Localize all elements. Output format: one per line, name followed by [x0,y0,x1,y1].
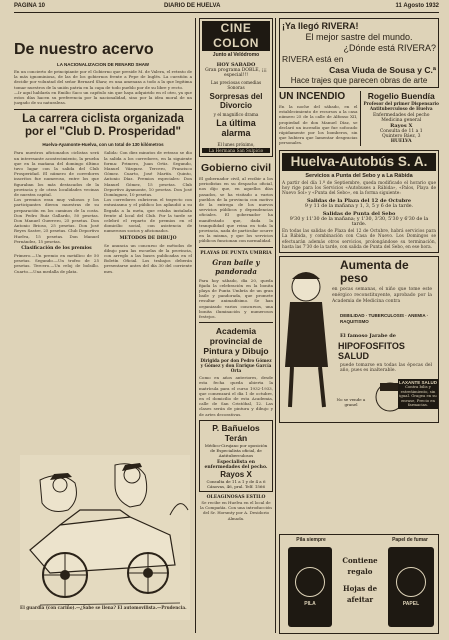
papel-emblem-icon [396,567,426,597]
playas-subtitle: Gran baile y pandorada [212,257,260,276]
incendio-title: UN INCENDIO [279,91,346,102]
pila-booklet [288,547,332,627]
autobus-subtitle: Servicios a Punta del Sebo y a La Rábida [305,172,413,179]
column-divider-2 [275,18,276,633]
cine-join: y el magnifico drama [213,112,259,117]
autobus-times-1: 9 y 11 de la mañana y 1, 3, 5 y 6 de la tarde. [304,204,414,210]
article-title-carrera: La carrera ciclista organizada por el "Club D. Prosperidad" [22,113,184,139]
regalo-text [336,555,384,605]
page-header [14,2,439,13]
doctor-name: P. Bañuelos Terán [212,422,260,443]
pila-emblem-icon [295,567,325,597]
section-rule [199,247,273,248]
article-subtitle-acervo: LA NACIONALIZACION DE RENARD SHAW [56,62,150,67]
cartoon-caption: El guardia (con cariño).—¿Sabe se llena? El automovilista.—Prudencia. [20,605,187,610]
rivera-line-2: El mejor sastre del mundo. [305,32,413,42]
cine-next: El lunes próximo, [217,142,255,147]
buendia-rayos: Rayos X [390,123,413,129]
carrera-body-e: Los corredores cubrieron el trayecto con entusiasmo y el público los aplaudió a su llegada a la meta, que estaba instalada frente al local del Club. Por la tarde se celebró el reparto de premios en el domicilio social, con asistencia de numerosos socios y aficionados. [104,197,192,234]
papel-brand: PAPEL [402,601,420,607]
hipo-name-1: El famoso Jarabe de [340,333,396,340]
article-title-acervo: De nuestro acervo [14,41,154,58]
cine-name: CINE COLON [202,21,270,51]
carrera-body-d: Primero.—Un premio en metálico de 50 pesetas. Segundo.—Un trofeo de 25 pesetas. Tercero.—Un reloj de bolsillo. Cuarto.—Una medalla de plata. [14,253,99,274]
section-rule [14,109,192,110]
carrera-body-b: Los premios eran muy valiosos y los participantes dieron muestras de su preparación en los caminos de la costa. Don Pedro Ruiz Gallardo, 50 pesetas. Don Manuel Guerrero, 25 pesetas. Don Antonio Brioso, 25 pesetas. Don José Reyes Sastre, 25 pesetas. Club Deportivo Huelva, 15 pesetas. Don Manuel Fernández, 15 pesetas. [14,197,99,244]
buendia-title: Profesor del primer Dispensario Antituberculoso de Huelva [363,101,439,111]
cine-day: HOY SABADO [216,62,256,68]
hipo-footnote: puede tomarse en todas las épocas del año, pues es inalterable. [340,363,432,374]
regalo-line-4: afeitar [346,595,374,604]
playas-title: PLAYAS DE PUNTA UMBRIA [200,250,272,256]
buendia-ad [360,91,439,146]
laxante-title: LAXANTE SALUD [399,380,437,386]
column-divider-1 [195,18,196,633]
buendia-address: Quintero Báez, 3 [382,134,421,139]
papel-booklet [388,547,434,627]
pila-papel-ad [279,534,439,634]
incendio-body: En la noche del sábado, en el establecimiento de recursos a la casa número 25 de la calle de Alfonso XII, propiedad de don Manuel Díaz, se declaró un incendio que fue sofocado rápidamente por los bomberos, sin que hubiera que lamentar desgracias personales. [279,104,358,146]
autobus-times-2: 9'30 y 11'30 de la mañana; y 1'30, 3'30, 5'30 y 6'30 de la tarde. [289,217,429,228]
section-rule [199,322,273,323]
autobus-title: Huelva-Autobús S. A. [282,153,436,171]
doctor-specialty-1: Médico-Cirujano por oposición de Especialista oficial, de Antituberculosos [204,442,268,458]
doctor-banuelos-ad [199,420,273,492]
rivera-line-1: ¡Ya llegó RIVERA! [282,21,359,31]
rivera-line-6: Hace trajes que parecen obras de arte [290,76,428,85]
buendia-general: Medicina general [381,118,422,123]
article-body-acervo-1: En un concierto de principiante por el Gobierno que preside M. de Valera, el retrato de la más ignominiosa, de las de los gobiernos frente a Pepe de Inglés. La cuestión a decidir por voluntad del señor Bernard Shaw, es una amenaza a todo a la que legitima tomar nuestros de la unión patria en la capa de todo pueblo por de su libre y recto. [14,69,192,90]
academia-subtitle: Dirigida por don Pedro Gómez y Gómez y don Enrique García Orta [200,358,272,374]
hipo-body: en pocas semanas, el niño que tome este enérgico reconstituyente, aprobado por la Academia de Medicina contra [332,287,432,304]
cartoon-car-drawing [20,455,190,620]
cine-film-1: Sorpresas del Divorcio [209,92,263,110]
doctor-address: Cánovas, 46, pral. Telf. 1566 [206,483,266,489]
academia-body: Como en años anteriores, desde esta fecha queda abierta la matrícula para el curso 1932-1933, que comenzará el día 1 de octubre, en el domicilio de esta Academia, calle de San Cristóbal, 12. Las clases serán de pintura y dibujo y de artes decorativas. [199,375,273,417]
cine-film-2: La última alarma [216,118,256,138]
autobus-salidas-1: Salidas de la Plaza del 12 de Octubre [306,198,412,205]
autobus-body-1: A partir del día 1.º de Septiembre, queda modificado el horario que hoy rige para los Servicios «Autobuses a Rábida», «Palos, Playa de Nuevo Sol» y «Punta del Sebo», en la forma siguiente: [282,180,436,197]
hipofosfitos-ad [279,256,439,423]
doctor-rayos: Rayos X [220,469,252,479]
cine-colon-ad [199,18,273,157]
gobierno-civil-body: El gobernador civil, al recibir a los periodistas en su despacho oficial, nos dijo que, en aquellos días pasados, se ha visitado a varios pueblos de la provincia con motivo de la entrega de los nuevos servicios públicos y dependencias oficiales. El gobernador ha manifestado que, dada la tranquilidad que reina en toda la provincia, nada de particular ocurre en la misma, y que los servicios públicos funcionan con normalidad. [199,176,273,244]
rivera-line-4: RIVERA está en [282,54,344,64]
rivera-line-5: Casa Viuda de Sousa y C.ª [329,65,436,75]
issue-date: 11 Agosto 1932 [395,3,439,9]
article-body-acervo-2: —Ir aquí hablaría en Emilio Saco un capítulo sin que haya adquirido en el otro, ya que estos días hacen su preferencia por la nacionalidad, sino por la idea moral de un juzgado de su naturaleza. [14,89,192,106]
rivera-ad [279,18,439,88]
regalo-line-1: Contiene [342,556,378,565]
rivera-line-3: ¿Dónde está RIVERA? [343,43,436,53]
buendia-name: Rogelio Buendía [367,91,435,101]
cine-next-film: La Hermana San Sulpicio [202,148,270,153]
page-number: PAGINA 10 [14,3,46,9]
clasificacion-title: Clasificación de los premios [21,246,92,252]
newspaper-name: DIARIO DE HUELVA [164,3,221,9]
carrera-two-columns [14,150,192,273]
cine-comedies: Las preciosas comedias Sonoras [210,80,262,90]
gobierno-civil-title: Gobierno civil [200,162,271,174]
pila-brand: PILA [304,601,316,607]
playas-body: Para hoy sábado, día 20, queda fijada la celebración en la bonita playa de Punta Umbría de un gran baile y pandorada, que promete resultar animadísimo. Se han organizado varios concursos, una bonita iluminación y numerosos festejos. [199,277,273,320]
carrera-body-a: Para nuestros aficionados ciclistas será un interesante acontecimiento, la prueba que en la mañana del domingo último tuvo lugar con la salida del Club Prosperidad. El número de corredores inscritos fue numeroso, entre los que figuraban los más destacados de la provincia y de otras localidades vecinas de nuestra capital. [14,150,99,198]
academia-title: Academia provincial de Pintura y Dibujo [203,326,269,357]
regalo-line-3: Hojas de [342,584,378,593]
oleaginosas-body: Se recibe en Huelva en el local de la Compañía. Con una introducción del Sr. Horsmty por A. Desidorio Almada. [200,499,272,521]
cine-program: Gran programa DOBLE, ¡¡¡ especial!!! [205,68,267,78]
metodos-title: METODOS DE DIBUJO [119,235,177,241]
doctor-specialty-2: Especialista en enfermedades del pecho. [204,459,268,470]
doctor-hours: Consulta de 11 a 1 y de 4 a 6 [206,478,266,484]
buendia-city: HUELVA [390,139,412,144]
buendia-hours: Consulta de 11 a 1 [379,129,423,134]
column-middle [199,18,273,636]
autobus-body-2: En todas las salidas de Plaza del 12 de Octubre, habrá servicios para La Rábida, y combinación con Casa de Nuevo. Los Domingos se efectuarán además otros servicios, prolongándose su terminación, hasta las 7'30 de la tarde, con salida de Punta del Sebo, en ese hora. [282,229,436,250]
cartoon-illustration [20,455,190,620]
article-subtitle-carrera: Huelva-Ayamonte-Huelva, con un total de 130 kilómetros [42,142,164,148]
cine-location: Junto al Velódromo [212,52,260,58]
hipo-aumenta: Aumenta de peso [340,258,409,286]
pila-top-label: Pila siempre [296,537,326,543]
regalo-line-2: regalo [347,567,373,576]
laxante-box [398,379,438,409]
incendio-buendia-row [279,91,439,146]
laxante-body: Contra bilis y estreñimiento, sin igual. Gragea en su envase, Precio en farmacias. [399,384,437,408]
papel-top-label: Papel de fumar [392,537,428,543]
carrera-body-f: Se anuncia un concurso de métodos de dibujo para las escuelas de la provincia, con arreglo a las bases publicadas en el Boletín Oficial. Los trabajos deberán presentarse antes del día 30 del corriente mes. [104,242,192,274]
oleaginosas-title: OLEAGINOSAS ESTILO [206,494,266,500]
huelva-autobus-ad [279,150,439,253]
hipo-conditions: DEBILIDAD · TUBERCULOSIS · ANEMIA · RAQUITISMO [340,313,429,325]
autobus-salidas-2: Salidas de Punta del Sebo [322,211,396,218]
hipo-name-2: HIPOFOSFITOS SALUD [338,341,405,362]
carrera-body-c: Salida: Con diez minutos de retraso se dio la salida a los corredores, en la siguiente forma: Primero, Juan Ortiz. Segundo, Manuel Vázquez. Tercero, Francisco Gómez. Cuarto, José Martín. Quinto, Antonio Díaz. Premios especiales: Don Manuel Gómez, 15 pesetas. Club Deportivo Ayamonte, 10 pesetas. Don José Domínguez, 10 pesetas. [104,150,192,198]
laxante-no-granel: No se vende a granel [336,397,366,408]
buendia-specialty: Enfermedades del pecho [372,113,430,118]
